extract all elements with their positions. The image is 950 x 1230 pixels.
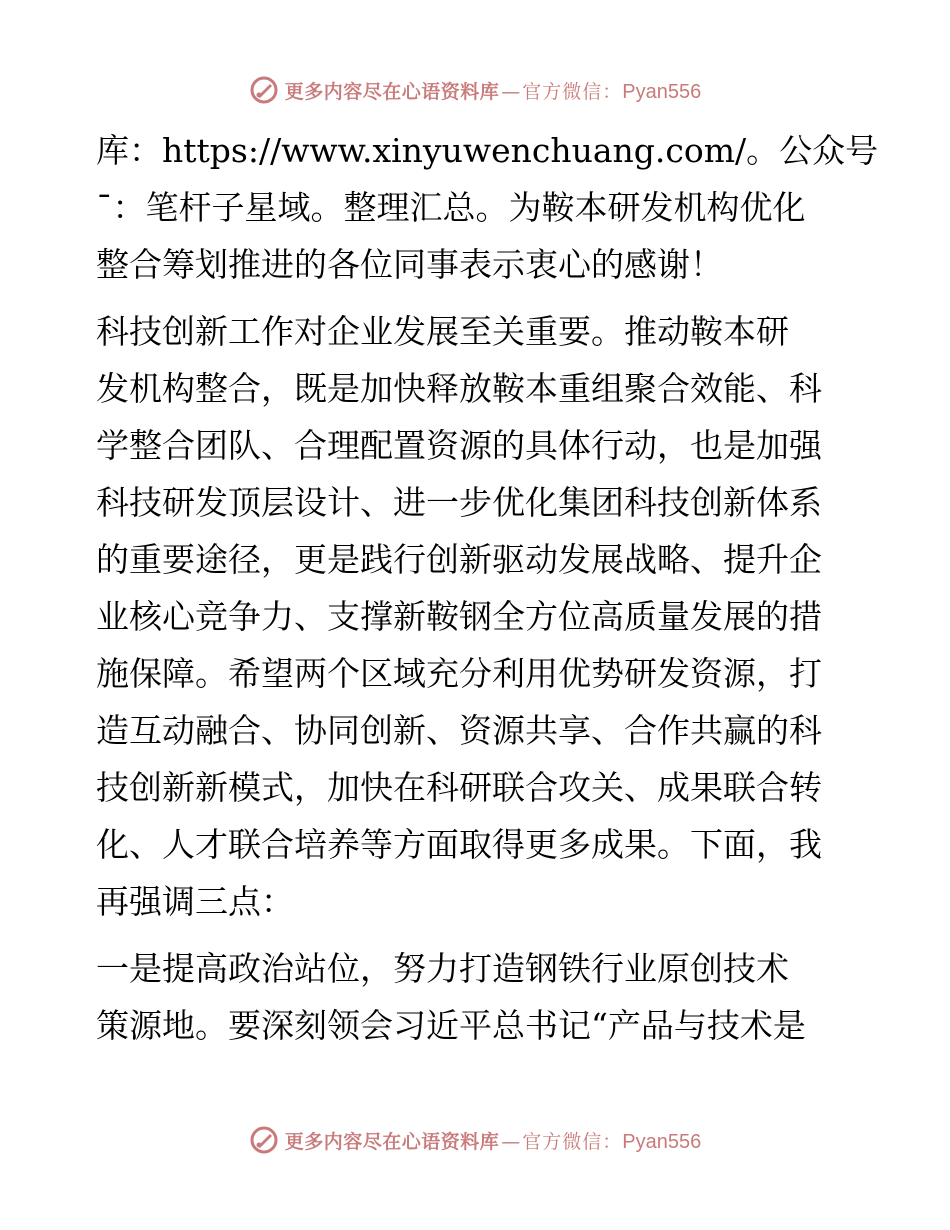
pen-logo-icon bbox=[249, 75, 279, 105]
watermark-main-text: 更多内容尽在心语资料库 bbox=[284, 1130, 500, 1153]
watermark-banner-top bbox=[0, 70, 950, 110]
text-line: 技创新新模式，加快在科研联合攻关、成果联合转 bbox=[96, 768, 822, 807]
paragraph-3 bbox=[96, 940, 856, 1054]
text-line: 一是提高政治站位，努力打造钢铁行业原创技术 bbox=[96, 949, 789, 988]
text-line: 施保障。希望两个区域充分利用优势研发资源，打 bbox=[96, 654, 822, 693]
text-line: 再强调三点： bbox=[96, 882, 294, 921]
text-line: ˉ：笔杆子星域。整理汇总。为鞍本研发机构优化 bbox=[96, 188, 806, 227]
document-body bbox=[96, 122, 879, 1054]
text-line: 造互动融合、协同创新、资源共享、合作共赢的科 bbox=[96, 711, 822, 750]
text-line: 科技研发顶层设计、进一步优化集团科技创新体系 bbox=[96, 483, 822, 522]
text-line: 业核心竞争力、支撑新鞍钢全方位高质量发展的措 bbox=[96, 597, 822, 636]
text-line: 库：https://www.xinyuwenchuang.com/。公众号 bbox=[96, 131, 879, 170]
text-line: 学整合团队、合理配置资源的具体行动，也是加强 bbox=[96, 426, 822, 465]
watermark-text bbox=[285, 1127, 702, 1154]
watermark-banner-bottom bbox=[0, 1120, 950, 1160]
text-line: 化、人才联合培养等方面取得更多成果。下面，我 bbox=[96, 825, 822, 864]
watermark-wechat-id: Pyan556 bbox=[622, 1130, 702, 1153]
watermark-text bbox=[285, 77, 702, 104]
text-line: 整合筹划推进的各位同事表示衷心的感谢！ bbox=[96, 245, 723, 284]
text-line: 发机构整合，既是加快释放鞍本重组聚合效能、科 bbox=[96, 369, 822, 408]
watermark-separator: — bbox=[501, 1130, 521, 1153]
watermark-main-text: 更多内容尽在心语资料库 bbox=[284, 80, 500, 103]
text-line: 的重要途径，更是践行创新驱动发展战略、提升企 bbox=[96, 540, 822, 579]
watermark-wechat-label: 官方微信： bbox=[522, 1130, 623, 1153]
paragraph-2 bbox=[96, 303, 856, 930]
pen-logo-icon bbox=[249, 1125, 279, 1155]
text-line: 科技创新工作对企业发展至关重要。推动鞍本研 bbox=[96, 312, 789, 351]
watermark-wechat-label: 官方微信： bbox=[522, 80, 623, 103]
watermark-separator: — bbox=[501, 80, 521, 103]
text-line: 策源地。要深刻领会习近平总书记“产品与技术是 bbox=[96, 1006, 806, 1045]
watermark-wechat-id: Pyan556 bbox=[622, 80, 702, 103]
paragraph-1 bbox=[96, 122, 879, 293]
